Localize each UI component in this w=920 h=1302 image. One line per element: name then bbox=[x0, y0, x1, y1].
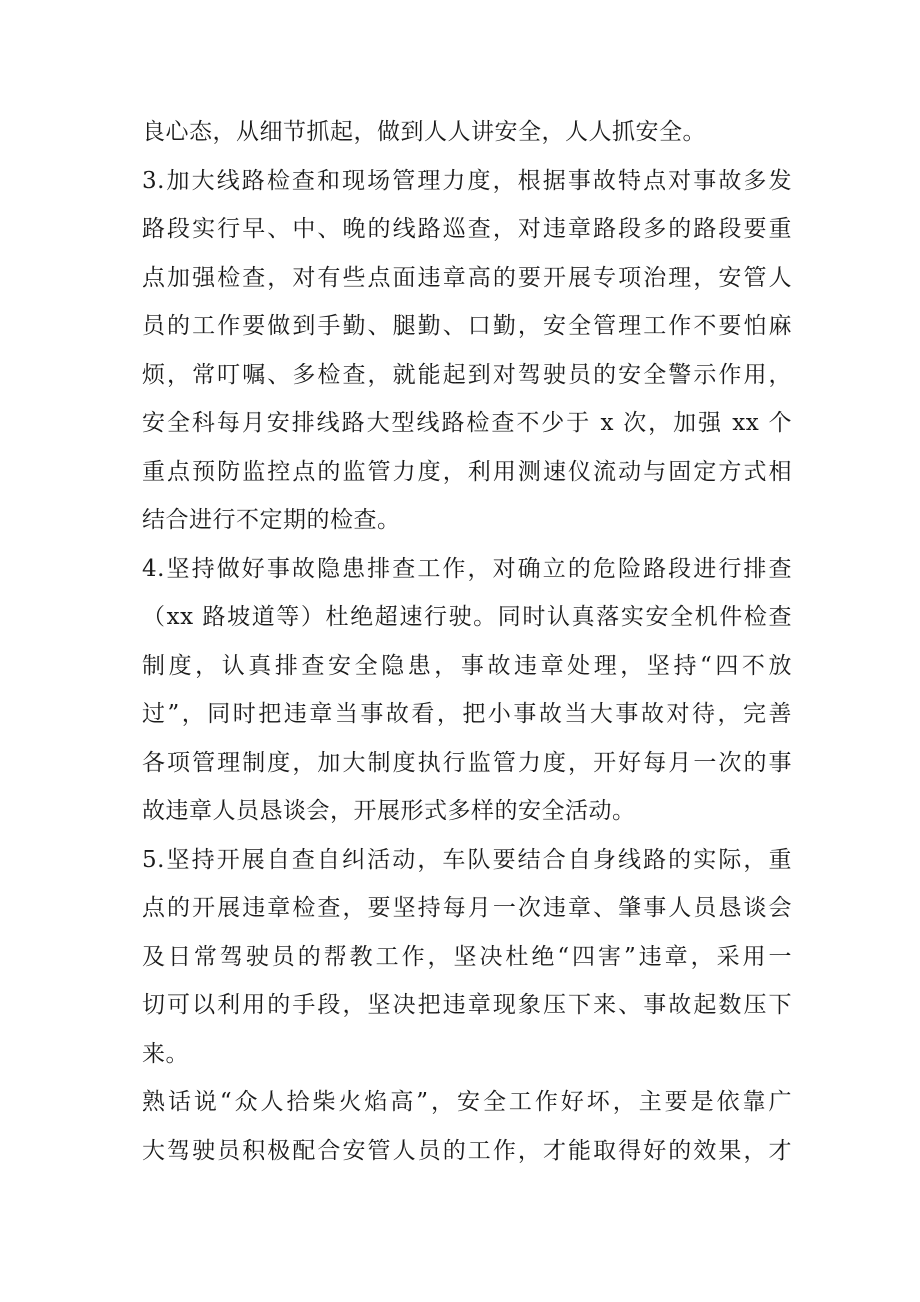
text-line: 切可以利用的手段，坚决把违章现象压下来、事故起数压下 bbox=[142, 992, 792, 1018]
text-line: 故违章人员恳谈会，开展形式多样的安全活动。 bbox=[142, 798, 636, 824]
text-line: 路段实行早、中、晚的线路巡查，对违章路段多的路段要重 bbox=[142, 216, 792, 242]
text-line: 来。 bbox=[142, 1040, 189, 1067]
text-line: 及日常驾驶员的帮教工作，坚决杜绝“四害”违章，采用一 bbox=[142, 943, 792, 970]
text-line: 5.坚持开展自查自纠活动，车队要结合自身线路的实际，重 bbox=[142, 846, 792, 873]
text-line: 员的工作要做到手勤、腿勤、口勤，安全管理工作不要怕麻 bbox=[142, 313, 792, 339]
text-line: 重点预防监控点的监管力度，利用测速仪流动与固定方式相 bbox=[142, 458, 792, 485]
text-line: 4.坚持做好事故隐患排查工作，对确立的危险路段进行排查 bbox=[142, 555, 792, 582]
text-line: 安全科每月安排线路大型线路检查不少于 x 次，加强 xx 个 bbox=[142, 410, 792, 436]
text-line: 制度，认真排查安全隐患，事故违章处理，坚持“四不放 bbox=[142, 652, 792, 679]
body-text bbox=[142, 108, 792, 1175]
text-line: 烦，常叮嘱、多检查，就能起到对驾驶员的安全警示作用， bbox=[142, 361, 792, 388]
text-line: 熟话说“众人拾柴火焰高”，安全工作好坏，主要是依靠广 bbox=[142, 1089, 792, 1115]
text-line: 点的开展违章检查，要坚持每月一次违章、肇事人员恳谈会 bbox=[142, 895, 792, 921]
text-line: 点加强检查，对有些点面违章高的要开展专项治理，安管人 bbox=[142, 264, 792, 291]
text-line: 良心态，从细节抓起，做到人人讲安全，人人抓安全。 bbox=[142, 119, 706, 145]
text-line: 过”，同时把违章当事故看，把小事故当大事故对待，完善 bbox=[142, 701, 792, 727]
text-line: 各项管理制度，加大制度执行监管力度，开好每月一次的事 bbox=[142, 749, 792, 776]
text-line: 大驾驶员积极配合安管人员的工作，才能取得好的效果，才 bbox=[142, 1137, 792, 1164]
text-line: 3.加大线路检查和现场管理力度，根据事故特点对事故多发 bbox=[142, 167, 792, 194]
text-line: 结合进行不定期的检查。 bbox=[142, 507, 401, 533]
text-line: （xx 路坡道等）杜绝超速行驶。同时认真落实安全机件检查 bbox=[142, 604, 792, 630]
